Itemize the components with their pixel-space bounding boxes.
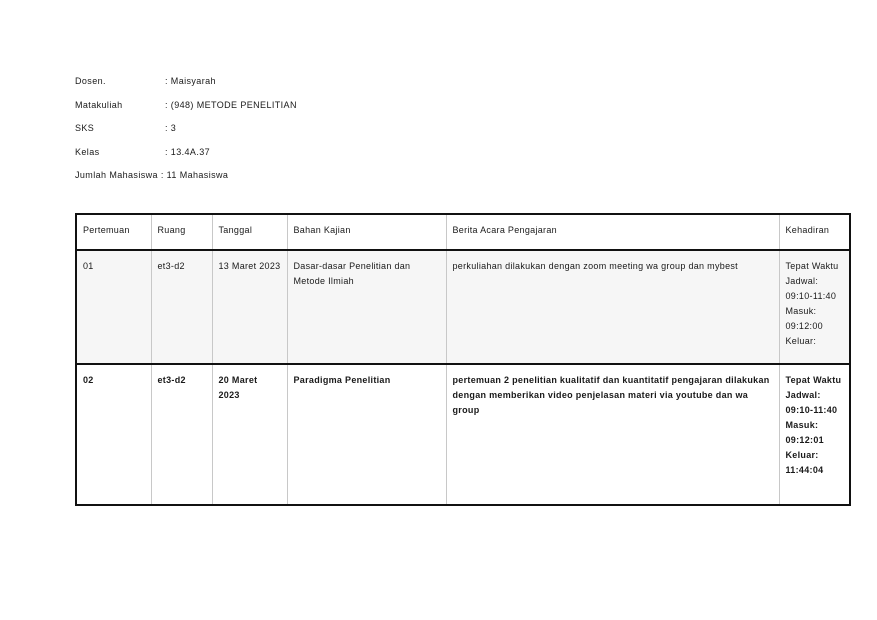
cell-bahan-kajian: Dasar-dasar Penelitian dan Metode Ilmiah [287,250,446,364]
info-row-sks [75,119,228,143]
info-row-matakuliah [75,96,297,120]
kehadiran-masuk: Masuk: 09:12:01 [785,420,824,445]
kehadiran-status: Tepat Waktu [785,375,842,385]
cell-ruang: et3-d2 [151,250,212,364]
col-header-berita-acara: Berita Acara Pengajaran [446,214,779,250]
cell-ruang: et3-d2 [151,364,212,505]
sks-value: : 3 [165,123,177,133]
jumlah-value: : 11 Mahasiswa [160,170,229,180]
dosen-value: : Maisyarah [165,76,216,86]
cell-pertemuan: 01 [76,250,151,364]
info-row-kelas [75,143,228,167]
jumlah-label: Jumlah Mahasiswa [75,170,158,180]
table-row [76,250,850,364]
course-info [75,72,297,190]
kelas-label: Kelas [75,146,100,157]
kehadiran-keluar: Keluar: [785,336,817,346]
kehadiran-status: Tepat Waktu [785,261,839,271]
info-row-dosen [75,72,228,96]
kelas-value: : 13.4A.37 [165,146,211,157]
matakuliah-label: Matakuliah [75,99,123,110]
col-header-kehadiran: Kehadiran [779,214,850,250]
cell-tanggal: 13 Maret 2023 [212,250,287,364]
kehadiran-jadwal: Jadwal: 09:10-11:40 [785,276,837,301]
table-row [76,364,850,505]
kehadiran-jadwal: Jadwal: 09:10-11:40 [785,390,838,415]
cell-kehadiran [779,364,850,505]
kehadiran-masuk: Masuk: 09:12:00 [785,306,823,331]
col-header-bahan-kajian: Bahan Kajian [287,214,446,250]
cell-bahan-kajian: Paradigma Penelitian [287,364,446,505]
cell-berita-acara: perkuliahan dilakukan dengan zoom meeting wa group dan mybest [446,250,779,364]
kehadiran-keluar: Keluar: 11:44:04 [785,450,824,475]
cell-kehadiran [779,250,850,364]
col-header-pertemuan: Pertemuan [76,214,151,250]
table-header-row [76,214,850,250]
info-row-jumlah [75,166,228,190]
attendance-table [75,213,851,506]
col-header-ruang: Ruang [151,214,212,250]
cell-pertemuan: 02 [76,364,151,505]
cell-berita-acara: pertemuan 2 penelitian kualitatif dan kuantitatif pengajaran dilakukan dengan memberikan video penjelasan materi via youtube dan wa group [446,364,779,505]
dosen-label: Dosen. [75,76,106,86]
col-header-tanggal: Tanggal [212,214,287,250]
sks-label: SKS [75,123,95,133]
cell-tanggal: 20 Maret 2023 [212,364,287,505]
matakuliah-value: : (948) METODE PENELITIAN [165,99,297,110]
